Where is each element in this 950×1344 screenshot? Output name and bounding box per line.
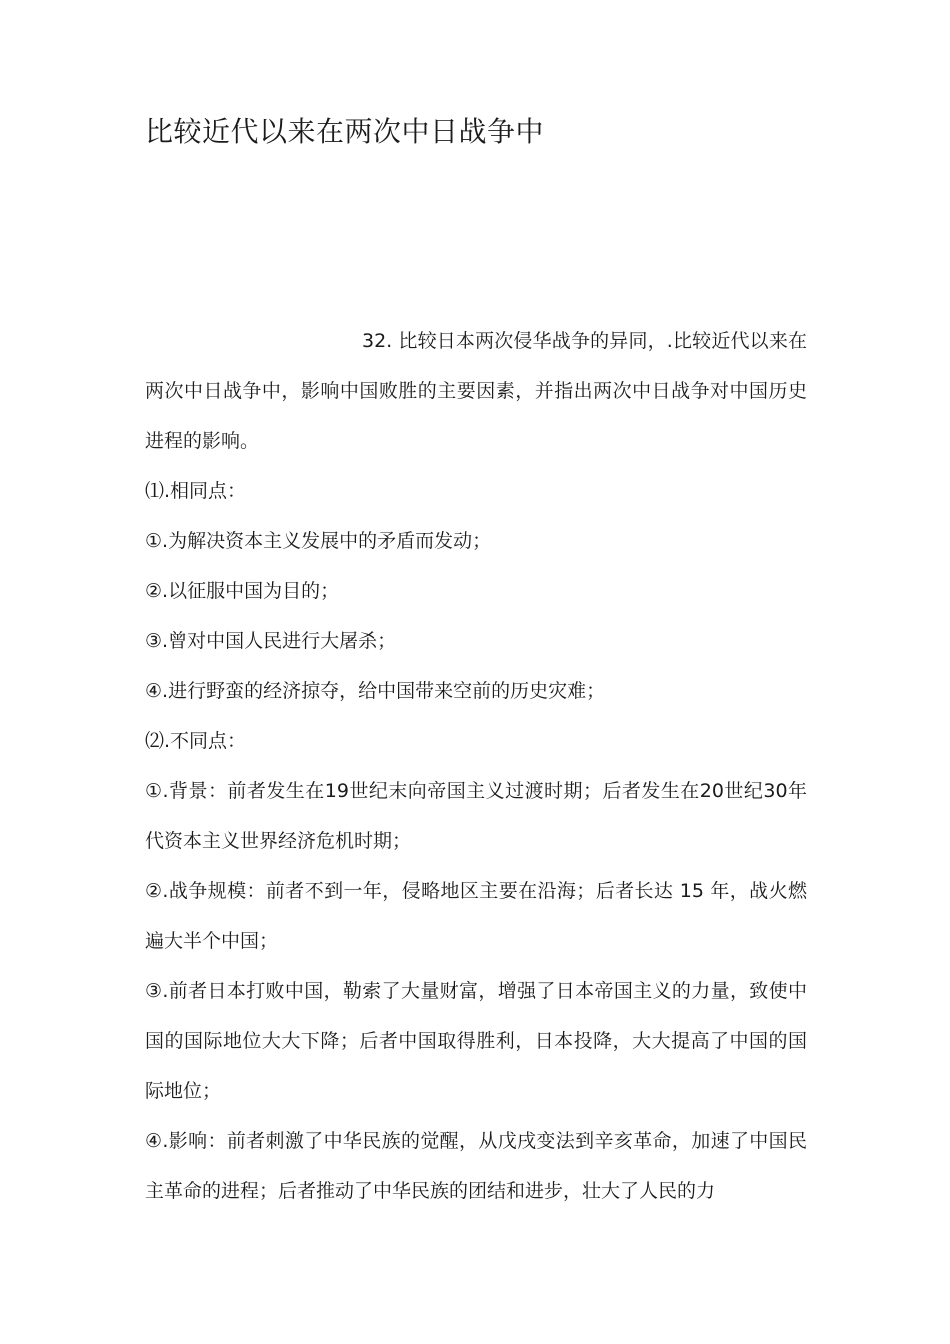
section-heading-similarities: ⑴.相同点： <box>145 480 247 502</box>
similarity-item-2: ②.以征服中国为目的； <box>145 580 340 602</box>
document-body <box>145 316 807 1216</box>
difference-item-3: ③.前者日本打败中国，勒索了大量财富，增强了日本帝国主义的力量，致使中国的国际地位大大下降；后者中国取得胜利，日本投降，大大提高了中国的国际地位； <box>145 980 807 1102</box>
question-paragraph: 32. 比较日本两次侵华战争的异同，.比较近代以来在两次中日战争中，影响中国败胜的主要因素，并指出两次中日战争对中国历史进程的影响。 <box>145 330 807 452</box>
section-heading-differences: ⑵.不同点： <box>145 730 247 752</box>
difference-item-4: ④.影响：前者刺激了中华民族的觉醒，从戊戌变法到辛亥革命，加速了中国民主革命的进程；后者推动了中华民族的团结和进步，壮大了人民的力 <box>145 1130 807 1202</box>
similarity-item-1: ①.为解决资本主义发展中的矛盾而发动； <box>145 530 492 552</box>
similarity-item-4: ④.进行野蛮的经济掠夺，给中国带来空前的历史灾难； <box>145 680 606 702</box>
similarity-item-3: ③.曾对中国人民进行大屠杀； <box>145 630 397 652</box>
document-title: 比较近代以来在两次中日战争中 <box>145 115 545 148</box>
difference-item-2: ②.战争规模：前者不到一年，侵略地区主要在沿海；后者长达 15 年，战火燃遍大半个中国； <box>145 880 807 952</box>
difference-item-1: ①.背景：前者发生在19世纪末向帝国主义过渡时期；后者发生在20世纪30年代资本主义世界经济危机时期； <box>145 780 807 852</box>
